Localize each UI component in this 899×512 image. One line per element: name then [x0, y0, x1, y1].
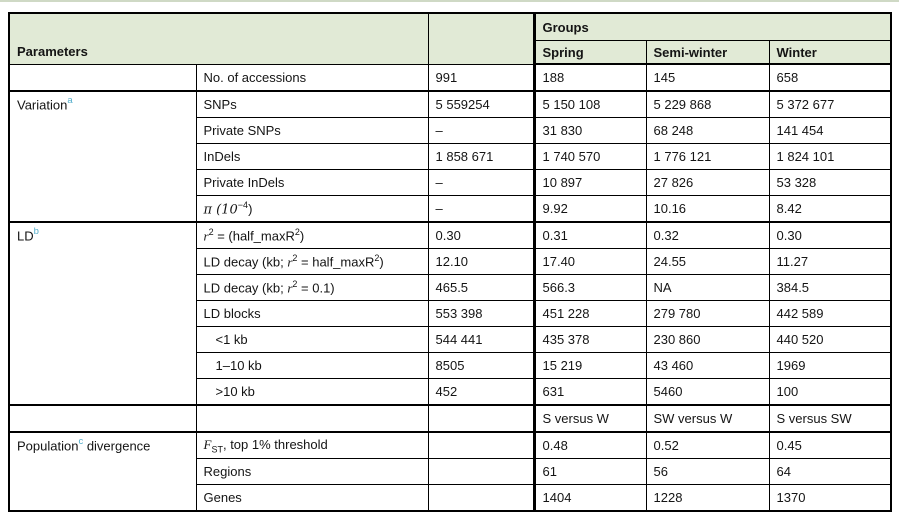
value-spring: 0.48	[534, 432, 646, 459]
value-spring: 566.3	[534, 275, 646, 301]
value-winter: 53 328	[769, 170, 891, 196]
header-winter: Winter	[769, 41, 891, 65]
value-semi-winter: 56	[646, 459, 769, 485]
value-winter: 442 589	[769, 301, 891, 327]
value-spring: 10 897	[534, 170, 646, 196]
header-semi-winter: Semi-winter	[646, 41, 769, 65]
value-spring: 17.40	[534, 249, 646, 275]
header-spring: Spring	[534, 41, 646, 65]
label-text: = half_maxR	[297, 254, 375, 270]
value-total	[428, 432, 534, 459]
value-semi-winter: 24.55	[646, 249, 769, 275]
value-winter: 5 372 677	[769, 91, 891, 118]
value-spring: 1404	[534, 485, 646, 512]
group-label: Population	[17, 438, 79, 454]
r-symbol: r	[203, 228, 209, 244]
value-winter: 11.27	[769, 249, 891, 275]
label-text: )	[299, 228, 305, 244]
value-winter: 1 824 101	[769, 144, 891, 170]
value-winter: 141 454	[769, 118, 891, 144]
value-semi-winter: 43 460	[646, 353, 769, 379]
table-row-comparison-labels	[9, 405, 891, 432]
value-total: 5 559254	[428, 91, 534, 118]
param-label	[196, 405, 428, 432]
param-label: Genes	[196, 485, 428, 512]
exponent: 2	[294, 226, 300, 237]
f-symbol: F	[203, 436, 212, 452]
value-total	[428, 459, 534, 485]
value-winter: 0.45	[769, 432, 891, 459]
exponent: 2	[374, 252, 380, 263]
group-cell-variation	[9, 91, 196, 222]
table-row	[9, 91, 891, 118]
group-label: Variation	[17, 97, 68, 113]
exponent: 2	[208, 226, 214, 237]
value-total: –	[428, 170, 534, 196]
value-spring: 15 219	[534, 353, 646, 379]
value-semi-winter: NA	[646, 275, 769, 301]
table-row	[9, 432, 891, 459]
param-label: >10 kb	[196, 379, 428, 406]
comparison-winter: S versus SW	[769, 405, 891, 432]
table-row	[9, 64, 891, 91]
footnote-c: c	[78, 436, 84, 447]
header-total-column	[428, 13, 534, 64]
value-semi-winter: 0.52	[646, 432, 769, 459]
label-text: LD decay (kb;	[203, 254, 288, 270]
value-semi-winter: 1228	[646, 485, 769, 512]
value-semi-winter: 27 826	[646, 170, 769, 196]
value-semi-winter: 230 860	[646, 327, 769, 353]
value-total	[428, 405, 534, 432]
param-label: 1–10 kb	[196, 353, 428, 379]
param-label-ld-decay-01	[196, 275, 428, 301]
param-label: <1 kb	[196, 327, 428, 353]
value-total: 0.30	[428, 222, 534, 249]
group-cell-population-divergence	[9, 432, 196, 511]
footnote-b: b	[33, 226, 39, 237]
param-label-fst	[196, 432, 428, 459]
value-spring: 1 740 570	[534, 144, 646, 170]
r-symbol: r	[287, 254, 293, 270]
header-groups: Groups	[534, 13, 891, 41]
value-winter: 1370	[769, 485, 891, 512]
param-label: Private InDels	[196, 170, 428, 196]
group-cell-empty	[9, 405, 196, 432]
r-symbol: r	[287, 280, 293, 296]
value-semi-winter: 145	[646, 64, 769, 91]
value-winter: 1969	[769, 353, 891, 379]
value-winter: 100	[769, 379, 891, 406]
label-text: = 0.1)	[297, 280, 335, 296]
group-cell-empty	[9, 64, 196, 91]
group-cell-ld	[9, 222, 196, 405]
value-winter: 0.30	[769, 222, 891, 249]
value-total: –	[428, 118, 534, 144]
value-winter: 384.5	[769, 275, 891, 301]
value-spring: 631	[534, 379, 646, 406]
exponent: 2	[292, 252, 298, 263]
param-label: Regions	[196, 459, 428, 485]
value-spring: 435 378	[534, 327, 646, 353]
param-label: No. of accessions	[196, 64, 428, 91]
exponent: 2	[292, 278, 298, 289]
value-winter: 440 520	[769, 327, 891, 353]
value-total: 553 398	[428, 301, 534, 327]
table-row	[9, 222, 891, 249]
group-label: divergence	[83, 438, 151, 454]
value-semi-winter: 0.32	[646, 222, 769, 249]
value-semi-winter: 10.16	[646, 196, 769, 223]
value-semi-winter: 68 248	[646, 118, 769, 144]
label-text: = (half_maxR	[213, 228, 295, 244]
param-label-ld-decay-half	[196, 249, 428, 275]
label-text: LD decay (kb;	[203, 280, 288, 296]
value-total: 8505	[428, 353, 534, 379]
value-total: 465.5	[428, 275, 534, 301]
value-total: 544 441	[428, 327, 534, 353]
footnote-a: a	[67, 95, 73, 106]
value-semi-winter: 279 780	[646, 301, 769, 327]
value-spring: 31 830	[534, 118, 646, 144]
parameters-table	[8, 12, 892, 512]
param-label: SNPs	[196, 91, 428, 118]
header-parameters: Parameters	[9, 13, 428, 64]
pi-symbol: π (10	[203, 202, 238, 218]
value-spring: 0.31	[534, 222, 646, 249]
param-label: InDels	[196, 144, 428, 170]
value-winter: 658	[769, 64, 891, 91]
label-text: , top 1% threshold	[222, 436, 328, 452]
param-label-r2	[196, 222, 428, 249]
param-label: Private SNPs	[196, 118, 428, 144]
value-total	[428, 485, 534, 512]
comparison-semi-winter: SW versus W	[646, 405, 769, 432]
page-top-edge	[0, 0, 899, 2]
exponent: −4	[237, 199, 249, 210]
param-label: LD blocks	[196, 301, 428, 327]
value-total: 991	[428, 64, 534, 91]
value-spring: 451 228	[534, 301, 646, 327]
value-total: –	[428, 196, 534, 223]
value-winter: 8.42	[769, 196, 891, 223]
comparison-spring: S versus W	[534, 405, 646, 432]
value-spring: 188	[534, 64, 646, 91]
value-spring: 5 150 108	[534, 91, 646, 118]
header-row-groups	[9, 13, 891, 41]
subscript-st: ST	[211, 444, 223, 455]
param-label-pi	[196, 196, 428, 223]
value-semi-winter: 1 776 121	[646, 144, 769, 170]
value-semi-winter: 5 229 868	[646, 91, 769, 118]
value-total: 1 858 671	[428, 144, 534, 170]
group-label: LD	[17, 228, 34, 244]
value-spring: 61	[534, 459, 646, 485]
label-text: )	[248, 201, 253, 217]
value-winter: 64	[769, 459, 891, 485]
value-total: 452	[428, 379, 534, 406]
value-spring: 9.92	[534, 196, 646, 223]
value-semi-winter: 5460	[646, 379, 769, 406]
value-total: 12.10	[428, 249, 534, 275]
label-text: )	[379, 254, 384, 270]
